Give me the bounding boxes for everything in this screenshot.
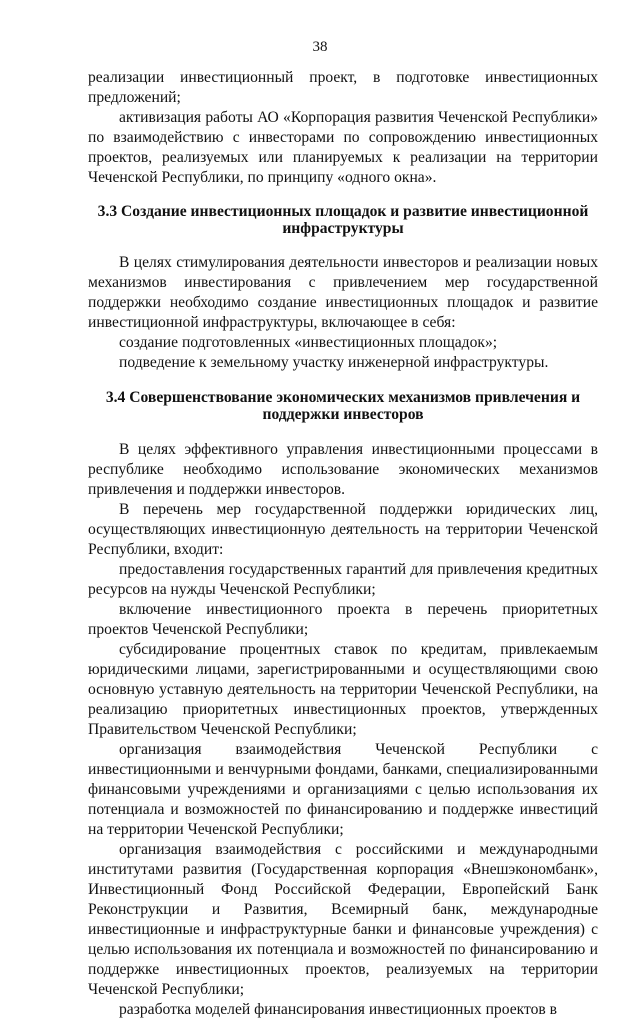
- paragraph: В целях стимулирования деятельности инвесторов и реализации новых механизмов инвестирования с привлечением мер государственной поддержки необходимо создание инвестиционных площадок и развитие инвестиционной инфраструктуры, включающее в себя:: [88, 254, 598, 331]
- list-item: предоставления государственных гарантий для привлечения кредитных ресурсов на нужды Чеченской Республики;: [88, 561, 598, 598]
- list-item: организация взаимодействия Чеченской Республики с инвестиционными и венчурными фондами, банками, специализированными финансовыми учреждениями и организациями с целью использования их потенциала и возможностей по финансированию и поддержке инвестиций на территории Чеченской Республики;: [88, 741, 598, 838]
- list-item: создание подготовленных «инвестиционных площадок»;: [119, 334, 498, 351]
- paragraph: активизация работы АО «Корпорация развития Чеченской Республики» по взаимодействию с инвесторами по сопровождению инвестиционных проектов, реализуемых или планируемых к реализации на территории Чеченской Республики, по принципу «одного окна».: [88, 109, 598, 186]
- list-item: субсидирование процентных ставок по кредитам, привлекаемым юридическими лицами, зарегистрированными и осуществляющими свою основную уставную деятельность на территории Чеченской Республики, на реализацию приоритетных инвестиционных проектов, утвержденных Правительством Чеченской Республики;: [88, 641, 598, 738]
- page-number: 38: [312, 39, 328, 55]
- list-item: включение инвестиционного проекта в перечень приоритетных проектов Чеченской Республики;: [88, 601, 598, 638]
- section-heading-3-3: 3.3 Создание инвестиционных площадок и развитие инвестиционной инфраструктуры: [97, 203, 589, 237]
- section-heading-3-4: 3.4 Совершенствование экономических механизмов привлечения и поддержки инвесторов: [105, 389, 581, 423]
- list-item: организация взаимодействия с российскими и международными институтами развития (Государственная корпорация «Внешэкономбанк», Инвестиционный Фонд Российской Федерации, Европейский Банк Реконструкции и Развития, Всемирный банк, международные инвестиционные и инфраструктурные банки и финансовые учреждения) с целью использования их потенциала и возможностей по финансированию и поддержке инвестиционных проектов, реализуемых на территории Чеченской Республики;: [88, 841, 598, 998]
- paragraph: В целях эффективного управления инвестиционными процессами в республике необходимо использование экономических механизмов привлечения и поддержки инвесторов.: [88, 441, 598, 498]
- page-content: [88, 68, 598, 1020]
- paragraph: В перечень мер государственной поддержки юридических лиц, осуществляющих инвестиционную деятельность на территории Чеченской Республики, входит:: [88, 501, 598, 558]
- paragraph-continuation: реализации инвестиционный проект, в подготовке инвестиционных предложений;: [88, 69, 598, 106]
- list-item: разработка моделей финансирования инвестиционных проектов в: [119, 1001, 558, 1018]
- list-item: подведение к земельному участку инженерной инфраструктуры.: [119, 354, 549, 371]
